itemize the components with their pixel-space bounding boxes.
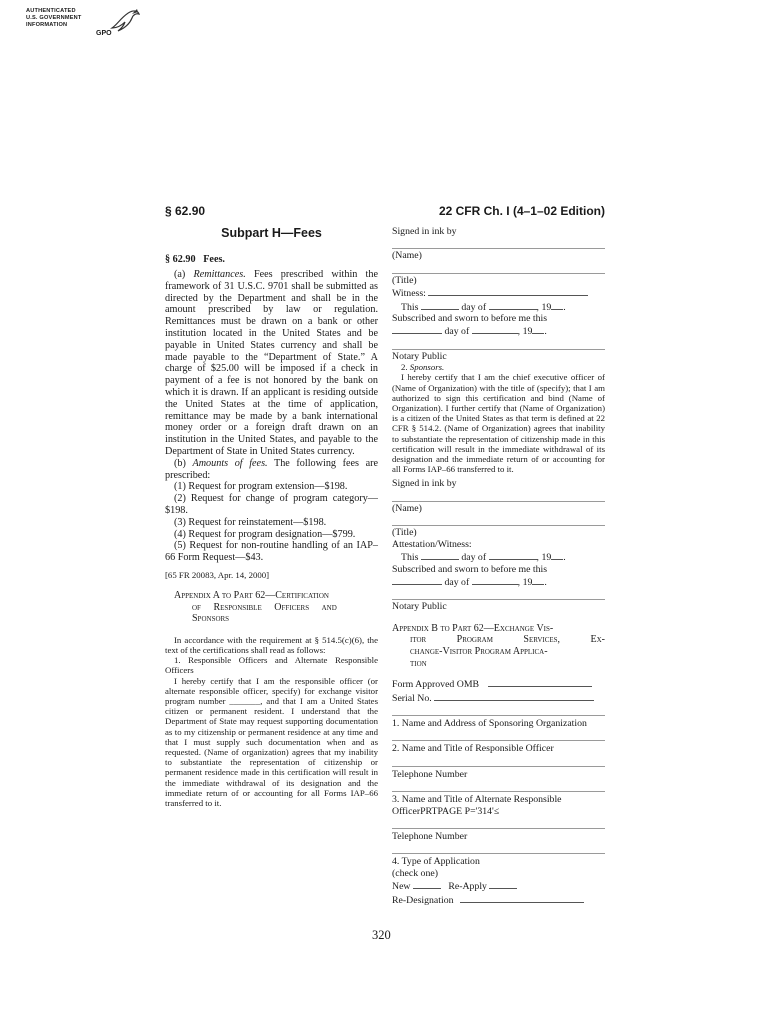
certification-text: I hereby certify that I am the responsible officer (or alternate responsible officer, specify) for exchange visitor program number _______, and that I am a United States citizen or permanent resident. I understand that the Department of State may request supporting documentation as to my citizenship or permanent residence at any time and that I must supply such documentation when and as requested. (Name of organization) agrees that my inability to substantiate the representation of citizenship or permanent residence made in this certification will result in the immediate withdrawal of its designation and the immediate return of or accounting for all Forms IAP–66 transferred to it. bbox=[165, 675, 378, 808]
subscribed-day-row: day of , 19 . bbox=[392, 575, 605, 588]
subscribed-text: Subscribed and sworn to before me this bbox=[392, 313, 548, 325]
day-blank bbox=[421, 550, 459, 560]
sponsors-label: Sponsors. bbox=[409, 362, 445, 373]
this-label: This bbox=[401, 552, 419, 564]
redesignation-option-label: Re-Designation bbox=[392, 894, 454, 906]
title-label: (Title) bbox=[392, 274, 417, 286]
form-field-alternate-officer: 3. Name and Title of Alternate Responsible OfficerPRTPAGE P='314'≤ bbox=[392, 794, 562, 817]
form-line bbox=[392, 817, 605, 829]
name-label: (Name) bbox=[392, 250, 422, 262]
form-field-responsible-officer: 2. Name and Title of Responsible Officer bbox=[392, 743, 554, 755]
notary-signature-line bbox=[392, 588, 605, 600]
notary-public-label: Notary Public bbox=[392, 350, 447, 362]
year-blank bbox=[532, 575, 544, 585]
subscribed-text: Subscribed and sworn to before me this bbox=[392, 563, 548, 575]
month-blank bbox=[472, 324, 518, 334]
day-of-label: day of bbox=[444, 326, 470, 338]
title-label: (Title) bbox=[392, 527, 417, 539]
name-label: (Name) bbox=[392, 502, 422, 514]
logo-gpo-text: GPO bbox=[96, 30, 112, 37]
year-label: , 19 bbox=[536, 552, 552, 564]
reapply-option-blank[interactable] bbox=[489, 879, 517, 889]
certification-item-1: 1. Responsible Officers and Alternate Responsible Officers bbox=[165, 655, 378, 676]
paragraph-b-label: (b) bbox=[174, 457, 193, 469]
section-heading bbox=[165, 254, 378, 265]
this-day-row: This day of , 19 . bbox=[401, 301, 566, 313]
signature-line bbox=[392, 237, 605, 249]
reapply-option-label: Re-Apply bbox=[448, 881, 487, 893]
appendix-intro: In accordance with the requirement at § 514.5(c)(6), the text of the certifications shall read as follows: bbox=[165, 634, 378, 655]
new-option-label: New bbox=[392, 881, 411, 893]
sponsors-certification-text: I hereby certify that I am the chief executive officer of (Name of Organization) with the title of (specify); that I am authorized to sign this certification and bind (Name of Organization). I further certify that (Name of Organization) is a citizen of the United States as that term is defined at 22 CFR § 514.2. (Name of Organization) agrees that inability to substantiate the representation of citizenship made in this certification will result in the immediate withdrawal of its designation and the immediate return of or accounting for all Forms IAP–66 transferred to it. bbox=[392, 372, 605, 475]
this-label: This bbox=[401, 301, 419, 313]
form-approved-row bbox=[392, 677, 605, 690]
subpart-title: Subpart H—Fees bbox=[221, 226, 322, 240]
logo-line-government: U.S. GOVERNMENT bbox=[26, 15, 82, 21]
signed-in-ink-label: Signed in ink by bbox=[392, 478, 457, 490]
witness-blank bbox=[428, 286, 588, 296]
running-head-section: § 62.90 bbox=[165, 204, 206, 218]
form-line bbox=[392, 780, 605, 792]
page-number: 320 bbox=[372, 928, 391, 942]
form-field-telephone: Telephone Number bbox=[392, 830, 468, 842]
redesignation-option-blank[interactable] bbox=[460, 893, 584, 903]
day-blank bbox=[421, 300, 459, 310]
witness-label: Witness: bbox=[392, 288, 426, 300]
appendix-a-heading-line: Sponsors bbox=[192, 613, 230, 625]
year-label: , 19 bbox=[517, 576, 533, 588]
form-line bbox=[392, 842, 605, 854]
form-line bbox=[392, 704, 605, 716]
fee-item: (5) Request for non-routine handling of an IAP–66 Form Request—$43. bbox=[165, 540, 378, 564]
paragraph-a bbox=[165, 269, 378, 458]
appendix-a-heading-line: Appendix A to Part 62—Certification bbox=[174, 589, 329, 601]
form-line bbox=[392, 729, 605, 741]
month-blank bbox=[489, 550, 537, 560]
logo-line-authenticated: AUTHENTICATED bbox=[26, 8, 76, 14]
day-of-label: day of bbox=[461, 301, 487, 313]
form-approved-label: Form Approved OMB bbox=[392, 679, 480, 691]
form-field-telephone: Telephone Number bbox=[392, 768, 468, 780]
application-type-options bbox=[392, 879, 605, 892]
appendix-b-heading-line: tion bbox=[410, 657, 427, 669]
fee-item: (4) Request for program designation—$799. bbox=[174, 528, 356, 540]
paragraph-b bbox=[165, 458, 378, 482]
signed-in-ink-label: Signed in ink by bbox=[392, 226, 457, 237]
year-blank bbox=[551, 550, 563, 560]
appendix-a-heading bbox=[165, 590, 378, 625]
form-field-application-type: 4. Type of Application bbox=[392, 856, 480, 868]
new-option-blank[interactable] bbox=[413, 879, 441, 889]
year-blank bbox=[532, 324, 544, 334]
paragraph-a-heading: Remittances. bbox=[193, 269, 246, 280]
signature-line bbox=[392, 490, 605, 502]
citation: [65 FR 20083, Apr. 14, 2000] bbox=[165, 569, 270, 580]
notary-public-label: Notary Public bbox=[392, 601, 447, 613]
gpo-authentication-logo bbox=[26, 6, 144, 44]
check-one-label: (check one) bbox=[392, 867, 438, 879]
day-blank bbox=[392, 324, 442, 334]
year-label: , 19 bbox=[517, 326, 533, 338]
notary-signature-line bbox=[392, 338, 605, 350]
month-blank bbox=[489, 300, 537, 310]
left-column bbox=[165, 226, 378, 808]
right-column bbox=[392, 226, 605, 906]
day-of-label: day of bbox=[444, 576, 470, 588]
fee-item: (1) Request for program extension—$198. bbox=[174, 481, 348, 493]
attestation-label: Attestation/Witness: bbox=[392, 538, 472, 550]
month-blank bbox=[472, 575, 518, 585]
appendix-b-heading bbox=[392, 623, 605, 669]
this-day-row: This day of , 19 . bbox=[401, 552, 566, 564]
appendix-a-heading-line: of Responsible Officers and bbox=[192, 601, 337, 613]
title-line bbox=[392, 514, 605, 526]
year-blank bbox=[551, 300, 563, 310]
appendix-b-heading-line: Appendix B to Part 62—Exchange Vis- bbox=[392, 622, 554, 634]
year-label: , 19 bbox=[536, 301, 552, 313]
title-line bbox=[392, 262, 605, 274]
redesignation-row bbox=[392, 893, 605, 906]
running-head-edition: 22 CFR Ch. I (4–1–02 Edition) bbox=[438, 204, 605, 218]
fee-item: (2) Request for change of program category—$198. bbox=[165, 493, 378, 516]
subscribed-day-row: day of , 19 . bbox=[392, 324, 605, 337]
form-line bbox=[392, 755, 605, 767]
paragraph-b-heading: Amounts of fees. bbox=[192, 457, 268, 469]
section-heading-title: Fees. bbox=[203, 254, 225, 265]
paragraph-a-text: Fees prescribed within the framework of 31 U.S.C. 9701 shall be submitted as directed by the Department and shall be in the amount prescribed by law or regulation. Remittances must be drawn on a bank or other institution located in the United States and be payable in United States currency and shall be made payable to the “Department of State.” A charge of $25.00 will be imposed if a check in payment of a fee is not honored by the bank on which it is drawn. If an applicant is residing outside the United States at the time of application, remittance may be made by a bank international money order or a foreign draft drawn on an institution in the United States, and payable to the Department of State in United States currency. bbox=[165, 269, 378, 457]
serial-no-row bbox=[392, 691, 605, 704]
logo-line-information: INFORMATION bbox=[26, 22, 68, 28]
paragraph-b-text: The following fees are prescribed: bbox=[165, 457, 379, 481]
appendix-b-heading-line: itor Program Services, Ex- bbox=[410, 634, 605, 646]
serial-no-blank bbox=[434, 691, 594, 701]
running-head bbox=[165, 204, 605, 220]
day-of-label: day of bbox=[461, 552, 487, 564]
fee-item: (3) Request for reinstatement—$198. bbox=[174, 516, 327, 528]
day-blank bbox=[392, 575, 442, 585]
serial-no-label: Serial No. bbox=[392, 692, 432, 704]
appendix-b-heading-line: change-Visitor Program Applica- bbox=[410, 645, 548, 657]
eagle-icon bbox=[108, 6, 142, 40]
sponsors-number: 2. bbox=[401, 362, 410, 373]
sponsors-heading bbox=[392, 362, 605, 372]
witness-row bbox=[392, 286, 605, 299]
paragraph-a-label: (a) bbox=[174, 269, 194, 280]
form-field-sponsoring-organization: 1. Name and Address of Sponsoring Organization bbox=[392, 717, 587, 729]
section-heading-number: § 62.90 bbox=[165, 254, 196, 265]
form-approved-blank bbox=[488, 677, 592, 687]
